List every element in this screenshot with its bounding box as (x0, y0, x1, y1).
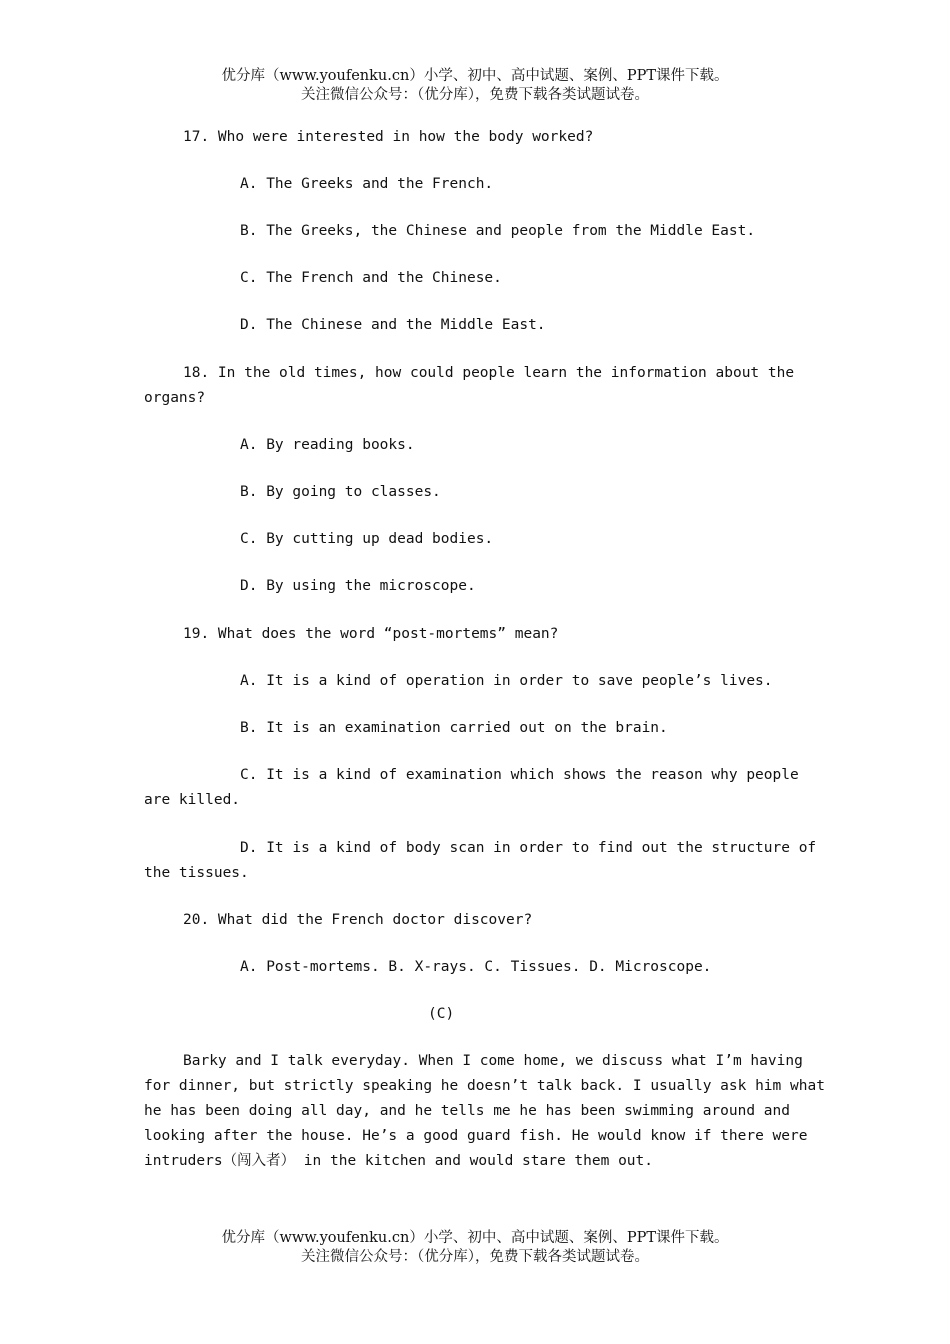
page-footer (0, 1229, 950, 1267)
question-18-option-b: B. By going to classes. (240, 484, 441, 500)
question-19-option-c-cont: are killed. (144, 792, 241, 808)
question-18-stem: 18. In the old times, how could people learn the information about the (183, 365, 795, 381)
question-19-stem: 19. What does the word “post-mortems” mean? (183, 626, 559, 642)
footer-line-1: 优分库（www.youfenku.cn）小学、初中、高中试题、案例、PPT课件下载。 (221, 1230, 729, 1246)
question-20-stem: 20. What did the French doctor discover? (183, 912, 533, 928)
footer-line-2: 关注微信公众号：（优分库），免费下载各类试题试卷。 (301, 1249, 649, 1265)
passage-line: for dinner, but strictly speaking he doesn’t talk back. I usually ask him what (144, 1078, 825, 1094)
question-18-option-c: C. By cutting up dead bodies. (240, 531, 494, 547)
passage-line: Barky and I talk everyday. When I come home, we discuss what I’m having (183, 1053, 803, 1069)
question-18-stem-cont: organs? (144, 390, 206, 406)
question-17-stem: 17. Who were interested in how the body worked? (183, 129, 594, 145)
header-line-2: 关注微信公众号：（优分库），免费下载各类试题试卷。 (301, 87, 649, 103)
question-17-option-c: C. The French and the Chinese. (240, 270, 502, 286)
question-19-option-a: A. It is a kind of operation in order to save people’s lives. (240, 673, 773, 689)
passage-line: looking after the house. He’s a good guard fish. He would know if there were (144, 1128, 808, 1144)
question-19-option-d-cont: the tissues. (144, 865, 249, 881)
question-20-options: A. Post-mortems. B. X-rays. C. Tissues. D. Microscope. (240, 959, 712, 975)
question-18-option-d: D. By using the microscope. (240, 578, 476, 594)
section-c-heading: (C) (428, 1006, 455, 1022)
header-line-1: 优分库（www.youfenku.cn）小学、初中、高中试题、案例、PPT课件下载。 (221, 68, 729, 84)
question-17-option-d: D. The Chinese and the Middle East. (240, 317, 546, 333)
question-18-option-a: A. By reading books. (240, 437, 415, 453)
question-19-option-b: B. It is an examination carried out on the brain. (240, 720, 668, 736)
question-17-option-a: A. The Greeks and the French. (240, 176, 494, 192)
question-17-option-b: B. The Greeks, the Chinese and people from the Middle East. (240, 223, 756, 239)
passage-line: intruders（闯入者） in the kitchen and would stare them out. (144, 1153, 653, 1169)
question-19-option-c: C. It is a kind of examination which shows the reason why people (240, 767, 799, 783)
page-header (0, 67, 950, 105)
passage-line: he has been doing all day, and he tells me he has been swimming around and (144, 1103, 791, 1119)
question-19-option-d: D. It is a kind of body scan in order to find out the structure of (240, 840, 817, 856)
